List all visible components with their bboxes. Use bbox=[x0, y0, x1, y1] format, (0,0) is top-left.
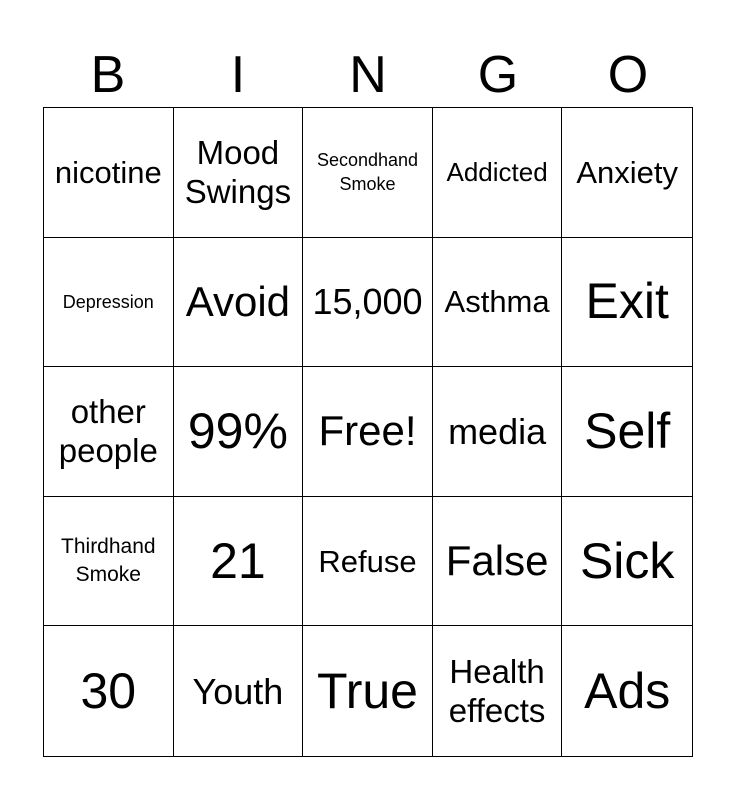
cell-text: True bbox=[317, 662, 418, 719]
bingo-cell[interactable] bbox=[433, 238, 563, 368]
bingo-cell[interactable] bbox=[303, 238, 433, 368]
cell-text: Mood Swings bbox=[184, 133, 292, 211]
header-letter-b: B bbox=[90, 46, 126, 104]
bingo-cell[interactable] bbox=[174, 108, 304, 238]
bingo-cell[interactable] bbox=[433, 497, 563, 627]
cell-text: Depression bbox=[62, 291, 154, 312]
bingo-cell[interactable] bbox=[303, 367, 433, 497]
bingo-cell[interactable] bbox=[174, 238, 304, 368]
cell-text: Health effects bbox=[448, 652, 546, 730]
cell-text: Free! bbox=[318, 407, 417, 455]
cell-text: Anxiety bbox=[576, 154, 679, 190]
header-letter-i: I bbox=[230, 46, 246, 104]
cell-text: media bbox=[448, 410, 547, 452]
bingo-cell[interactable] bbox=[174, 626, 304, 756]
cell-text: 99% bbox=[187, 402, 288, 459]
bingo-cell[interactable] bbox=[433, 626, 563, 756]
bingo-cell[interactable] bbox=[174, 367, 304, 497]
bingo-cell[interactable] bbox=[44, 108, 174, 238]
cell-text: other people bbox=[58, 392, 158, 470]
cell-text: Addicted bbox=[446, 156, 548, 187]
cell-text: Refuse bbox=[318, 543, 417, 579]
bingo-cell[interactable] bbox=[562, 497, 692, 627]
bingo-cell[interactable] bbox=[562, 108, 692, 238]
bingo-cell[interactable] bbox=[44, 497, 174, 627]
bingo-cell[interactable] bbox=[562, 367, 692, 497]
bingo-cell[interactable] bbox=[433, 367, 563, 497]
header-letter-n: N bbox=[349, 46, 387, 104]
bingo-cell[interactable] bbox=[303, 626, 433, 756]
header-letter-g: G bbox=[477, 46, 519, 104]
bingo-header bbox=[43, 40, 693, 110]
cell-text: Self bbox=[584, 402, 671, 459]
cell-text: 21 bbox=[210, 532, 266, 589]
cell-text: nicotine bbox=[54, 154, 162, 190]
cell-text: Ads bbox=[584, 662, 671, 719]
cell-text: Thirdhand Smoke bbox=[61, 534, 156, 587]
bingo-cell[interactable] bbox=[44, 238, 174, 368]
bingo-cell[interactable] bbox=[303, 497, 433, 627]
header-letter-o: O bbox=[607, 46, 649, 104]
bingo-cell[interactable] bbox=[303, 108, 433, 238]
bingo-cell[interactable] bbox=[44, 626, 174, 756]
bingo-cell[interactable] bbox=[174, 497, 304, 627]
bingo-board bbox=[43, 107, 693, 757]
cell-text: Exit bbox=[585, 273, 669, 330]
cell-text: 30 bbox=[80, 662, 137, 719]
cell-text: False bbox=[445, 537, 549, 584]
bingo-cell[interactable] bbox=[562, 238, 692, 368]
bingo-cell[interactable] bbox=[44, 367, 174, 497]
cell-text: Asthma bbox=[444, 284, 550, 320]
cell-text: 15,000 bbox=[312, 281, 423, 323]
cell-text: Secondhand Smoke bbox=[316, 150, 419, 195]
bingo-cell[interactable] bbox=[433, 108, 563, 238]
bingo-cell[interactable] bbox=[562, 626, 692, 756]
cell-text: Avoid bbox=[185, 277, 291, 325]
cell-text: Sick bbox=[579, 532, 675, 589]
cell-text: Youth bbox=[192, 670, 284, 712]
